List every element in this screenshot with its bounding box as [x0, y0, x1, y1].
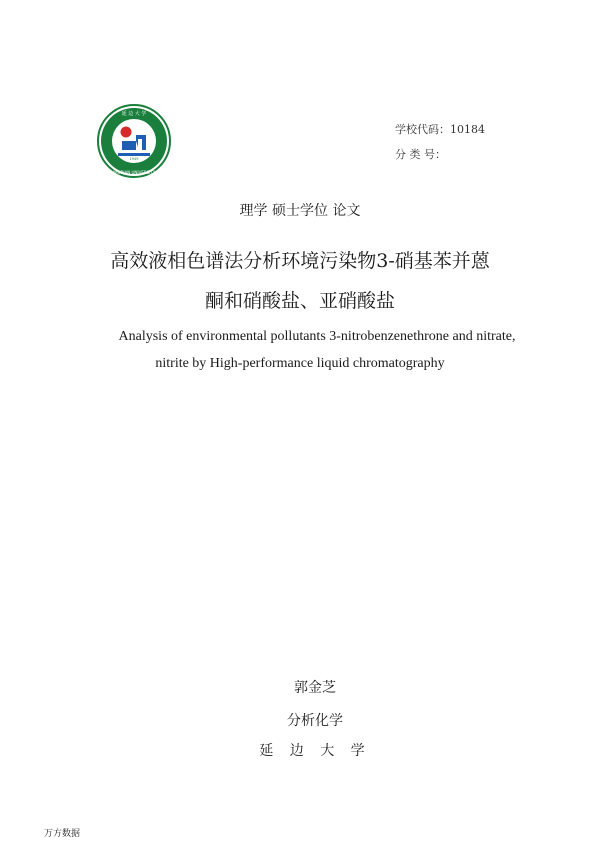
logo-text-top: 延 边 大 学: [121, 111, 147, 117]
school-code: 学校代码：10184: [395, 123, 485, 136]
university-logo: [96, 103, 172, 179]
title-en-line2: nitrite by High-performance liquid chromatography: [155, 356, 445, 371]
title-en-line1: Analysis of environmental pollutants 3-nitrobenzenethrone and nitrate,: [118, 329, 516, 344]
degree-line: 理学 硕士学位 论文: [239, 203, 361, 219]
university-name: 延 边 大 学: [259, 743, 371, 759]
class-number: 分 类 号：: [395, 148, 446, 161]
logo-year: 1949: [129, 157, 139, 161]
watermark: 万方数据: [44, 829, 81, 839]
author-name: 郭金芝: [294, 680, 336, 696]
sun-icon: [121, 127, 132, 138]
title-cn-line2: 酮和硝酸盐、亚硝酸盐: [204, 290, 395, 312]
major: 分析化学: [287, 713, 343, 729]
logo-text-bottom: YANBIAN UNIVERSITY: [112, 170, 156, 175]
title-cn-line1: 高效液相色谱法分析环境污染物3-硝基苯并蒽: [110, 250, 490, 272]
